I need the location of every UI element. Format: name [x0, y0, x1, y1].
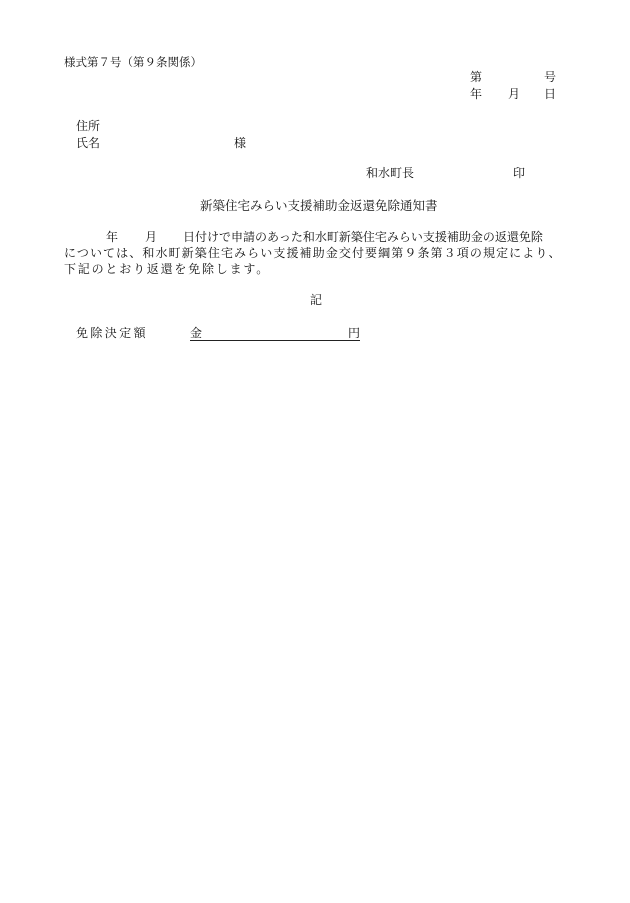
exemption-amount-field [190, 327, 360, 341]
seal-mark: 印 [513, 166, 526, 180]
honorific-sama: 様 [234, 136, 247, 150]
body-text-line-3: 下記のとおり返還を免除します。 [64, 262, 271, 276]
document-number-gou: 号 [544, 70, 557, 84]
ki-heading: 記 [310, 293, 323, 307]
address-label: 住所 [76, 119, 101, 133]
date-month-label: 月 [508, 87, 521, 101]
issuer-title: 和水町長 [366, 166, 415, 180]
name-label: 氏名 [76, 136, 101, 150]
body-text-line-1: 日付けで申請のあった和水町新築住宅みらい支援補助金の返還免除 [183, 230, 543, 244]
body-text-line-2: については、和水町新築住宅みらい支援補助金交付要綱第９条第３項の規定により、 [64, 246, 562, 260]
amount-suffix-yen: 円 [347, 326, 360, 340]
date-year-label: 年 [470, 87, 483, 101]
date-day-label: 日 [544, 87, 557, 101]
body-year-label: 年 [106, 230, 119, 244]
form-number-label: 様式第７号（第９条関係） [64, 55, 202, 69]
exemption-amount-label: 免除決定額 [76, 326, 149, 340]
document-number-dai: 第 [470, 70, 483, 84]
document-title: 新築住宅みらい支援補助金返還免除通知書 [200, 198, 438, 213]
amount-prefix-kin: 金 [190, 326, 203, 340]
body-month-label: 月 [145, 230, 158, 244]
